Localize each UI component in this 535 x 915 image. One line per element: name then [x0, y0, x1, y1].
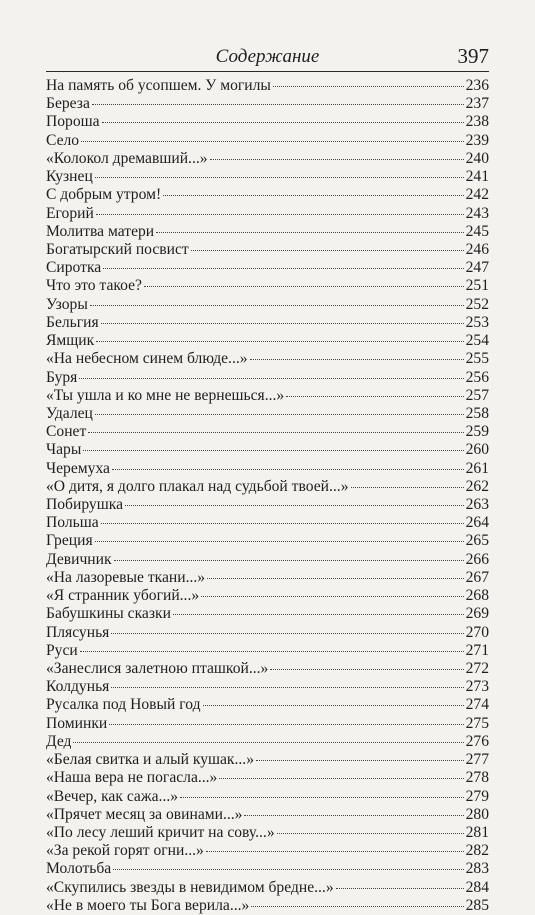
dot-leader [286, 396, 463, 397]
toc-entry-page: 236 [465, 77, 489, 94]
toc-entry-title: Пороша [46, 113, 100, 131]
toc-entry [46, 624, 489, 642]
toc-entry [46, 460, 489, 478]
toc-entry-title: Девичник [46, 550, 112, 568]
toc-entry-page: 276 [465, 732, 489, 750]
toc-entry-page: 280 [465, 805, 489, 823]
dot-leader [256, 760, 464, 761]
dot-leader [95, 177, 464, 178]
dot-leader [81, 141, 464, 142]
toc-entry [46, 95, 489, 113]
dot-leader [102, 122, 464, 123]
dot-leader [114, 560, 464, 561]
toc-entry [46, 205, 489, 223]
toc-entry-page: 257 [465, 386, 489, 404]
toc-entry-title: С добрым утром! [46, 186, 162, 204]
toc-entry-page: 246 [465, 240, 489, 258]
toc-entry-title: «Ты ушла и ко мне не вернешься...» [46, 386, 285, 404]
running-title: Содержание [215, 46, 320, 67]
dot-leader [79, 378, 463, 379]
toc-entry-page: 239 [465, 131, 489, 149]
toc-entry-title: «На небесном синем блюде...» [46, 350, 248, 368]
toc-entry-page: 267 [465, 568, 489, 586]
toc-entry [46, 277, 489, 295]
toc-entry-page: 262 [465, 477, 489, 495]
toc-entry [46, 223, 489, 241]
toc-entry-title: Молотьба [46, 860, 112, 878]
toc-entry-title: «Наша вера не погасла...» [46, 769, 218, 787]
toc-entry [46, 150, 489, 168]
toc-entry-page: 283 [465, 860, 489, 878]
toc-entry-title: Что это такое? [46, 277, 142, 295]
toc-entry [46, 788, 489, 806]
dot-leader [95, 541, 464, 542]
toc-entry-title: Руси [46, 641, 78, 659]
dot-leader [273, 86, 464, 87]
toc-entry-page: 281 [465, 823, 489, 841]
toc-entry-title: Кузнец [46, 168, 93, 186]
toc-entry [46, 259, 489, 277]
toc-entry-title: Греция [46, 532, 93, 550]
toc-entry-page: 252 [465, 295, 489, 313]
dot-leader [351, 487, 464, 488]
toc-entry-page: 251 [465, 277, 489, 295]
toc-entry [46, 350, 489, 368]
dot-leader [96, 341, 463, 342]
toc-entry-title: «Колокол дремавший...» [46, 149, 208, 167]
toc-entry-title: Дед [46, 732, 72, 750]
toc-entry-page: 245 [465, 222, 489, 240]
toc-entry-page: 253 [465, 313, 489, 331]
toc-entry [46, 860, 489, 878]
toc-entry-page: 256 [465, 368, 489, 386]
dot-leader [270, 669, 463, 670]
dot-leader [156, 232, 463, 233]
dot-leader [92, 104, 464, 105]
dot-leader [244, 815, 463, 816]
toc-entry-title: «По лесу леший кричит на сову...» [46, 823, 275, 841]
dot-leader [173, 614, 464, 615]
toc-entry [46, 241, 489, 259]
toc-entry [46, 605, 489, 623]
toc-entry-page: 263 [465, 496, 489, 514]
dot-leader [113, 869, 463, 870]
toc-entry-page: 240 [465, 149, 489, 167]
toc-entry-page: 270 [465, 623, 489, 641]
toc-entry-title: «Прячет месяц за овинами...» [46, 805, 243, 823]
toc-entry [46, 496, 489, 514]
toc-entry-page: 254 [465, 332, 489, 350]
dot-leader [191, 250, 464, 251]
toc-entry [46, 387, 489, 405]
dot-leader [336, 888, 464, 889]
toc-entry [46, 751, 489, 769]
toc-entry-title: Буря [46, 368, 78, 386]
toc-entry-page: 259 [465, 423, 489, 441]
toc-entry [46, 897, 489, 915]
toc-entry-page: 273 [465, 678, 489, 696]
toc-entry-page: 260 [465, 441, 489, 459]
toc-entry-page: 271 [465, 641, 489, 659]
toc-entry-title: Егорий [46, 204, 94, 222]
toc-entry [46, 678, 489, 696]
toc-entry-page: 258 [465, 404, 489, 422]
toc-entry-page: 275 [465, 714, 489, 732]
toc-entry-page: 277 [465, 751, 489, 769]
toc-entry [46, 423, 489, 441]
toc-entry [46, 715, 489, 733]
toc-entry-page: 247 [465, 259, 489, 277]
dot-leader [111, 633, 463, 634]
dot-leader [95, 414, 464, 415]
dot-leader [251, 906, 463, 907]
page-header [46, 42, 489, 72]
toc-entry-title: «Скупились звезды в невидимом бредне...» [46, 878, 334, 896]
toc-entry [46, 441, 489, 459]
toc-entry [46, 478, 489, 496]
toc-entry-page: 241 [465, 168, 489, 186]
toc-entry-page: 272 [465, 660, 489, 677]
toc-entry-page: 268 [465, 587, 489, 605]
toc-entry [46, 842, 489, 860]
toc-entry-page: 237 [465, 95, 489, 113]
dot-leader [203, 705, 464, 706]
toc-entry-title: Бельгия [46, 313, 99, 331]
toc-entry-title: «О дитя, я долго плакал над судьбой твоей...» [46, 477, 349, 495]
toc-entry [46, 551, 489, 569]
dot-leader [111, 687, 463, 688]
toc-entry-page: 265 [465, 532, 489, 550]
dot-leader [83, 450, 463, 451]
dot-leader [73, 742, 463, 743]
dot-leader [206, 851, 464, 852]
page-number: 397 [457, 44, 489, 68]
toc-entry-page: 282 [465, 842, 489, 860]
toc-entry-title: «Белая свитка и алый кушак...» [46, 751, 255, 769]
table-of-contents [46, 77, 489, 915]
dot-leader [144, 286, 464, 287]
dot-leader [207, 578, 464, 579]
dot-leader [103, 268, 463, 269]
dot-leader [219, 778, 463, 779]
toc-entry [46, 587, 489, 605]
toc-entry-title: Удалец [46, 404, 93, 422]
toc-entry-page: 284 [465, 878, 489, 896]
dot-leader [125, 505, 464, 506]
toc-entry [46, 532, 489, 550]
toc-entry-title: «Занеслися залетною пташкой...» [46, 660, 269, 677]
toc-entry [46, 168, 489, 186]
toc-entry-page: 242 [465, 186, 489, 204]
toc-entry [46, 769, 489, 787]
toc-entry [46, 314, 489, 332]
toc-entry-title: Русалка под Новый год [46, 696, 201, 714]
toc-entry [46, 642, 489, 660]
dot-leader [96, 214, 464, 215]
toc-entry-page: 285 [465, 896, 489, 914]
toc-entry [46, 569, 489, 587]
toc-entry-page: 261 [465, 459, 489, 477]
toc-entry [46, 113, 489, 131]
toc-entry-title: Молитва матери [46, 222, 155, 240]
toc-entry-title: Ямщик [46, 332, 95, 350]
dot-leader [112, 469, 464, 470]
toc-entry-title: «За рекой горят огни...» [46, 842, 204, 860]
toc-entry-title: Побирушка [46, 496, 123, 514]
toc-entry-title: Черемуха [46, 459, 110, 477]
toc-entry [46, 132, 489, 150]
toc-entry-page: 274 [465, 696, 489, 714]
toc-entry-page: 279 [465, 787, 489, 805]
toc-entry-page: 266 [465, 550, 489, 568]
dot-leader [250, 359, 464, 360]
toc-entry-page: 269 [465, 605, 489, 623]
toc-entry [46, 696, 489, 714]
toc-entry-title: Плясунья [46, 623, 110, 641]
dot-leader [277, 833, 464, 834]
dot-leader [210, 159, 464, 160]
dot-leader [80, 651, 464, 652]
toc-entry [46, 733, 489, 751]
toc-entry-title: Поминки [46, 714, 108, 732]
toc-entry-title: Село [46, 131, 80, 149]
toc-entry [46, 660, 489, 678]
toc-entry-title: Чары [46, 441, 82, 459]
dot-leader [201, 596, 463, 597]
dot-leader [109, 724, 463, 725]
toc-entry-title: Сиротка [46, 259, 102, 277]
toc-entry [46, 77, 489, 95]
toc-entry [46, 514, 489, 532]
toc-entry-title: Польша [46, 514, 99, 532]
toc-entry [46, 879, 489, 897]
dot-leader [163, 195, 463, 196]
toc-entry-title: Богатырский посвист [46, 240, 189, 258]
toc-entry [46, 806, 489, 824]
toc-entry-page: 243 [465, 204, 489, 222]
toc-entry-title: «Я странник убогий...» [46, 587, 200, 605]
toc-entry-page: 238 [465, 113, 489, 131]
toc-entry-title: «Вечер, как сажа...» [46, 787, 179, 805]
header-rule [46, 71, 489, 72]
toc-entry-title: «На лазоревые ткани...» [46, 568, 206, 586]
toc-entry [46, 824, 489, 842]
toc-entry-title: Бабушкины сказки [46, 605, 171, 623]
toc-entry [46, 332, 489, 350]
toc-entry-page: 278 [465, 769, 489, 787]
toc-entry-title: «Не в моего ты Бога верила...» [46, 896, 250, 914]
dot-leader [180, 797, 464, 798]
dot-leader [88, 432, 463, 433]
toc-entry-title: Узоры [46, 295, 88, 313]
toc-entry [46, 296, 489, 314]
toc-entry-title: Сонет [46, 423, 87, 441]
toc-entry-title: Береза [46, 95, 90, 113]
toc-entry-page: 255 [465, 350, 489, 368]
dot-leader [90, 305, 464, 306]
dot-leader [101, 323, 464, 324]
dot-leader [101, 523, 464, 524]
toc-entry-page: 264 [465, 514, 489, 532]
toc-entry [46, 405, 489, 423]
toc-entry-title: Колдунья [46, 678, 110, 696]
toc-entry [46, 186, 489, 204]
toc-entry [46, 369, 489, 387]
toc-entry-title: На память об усопшем. У могилы [46, 77, 271, 94]
